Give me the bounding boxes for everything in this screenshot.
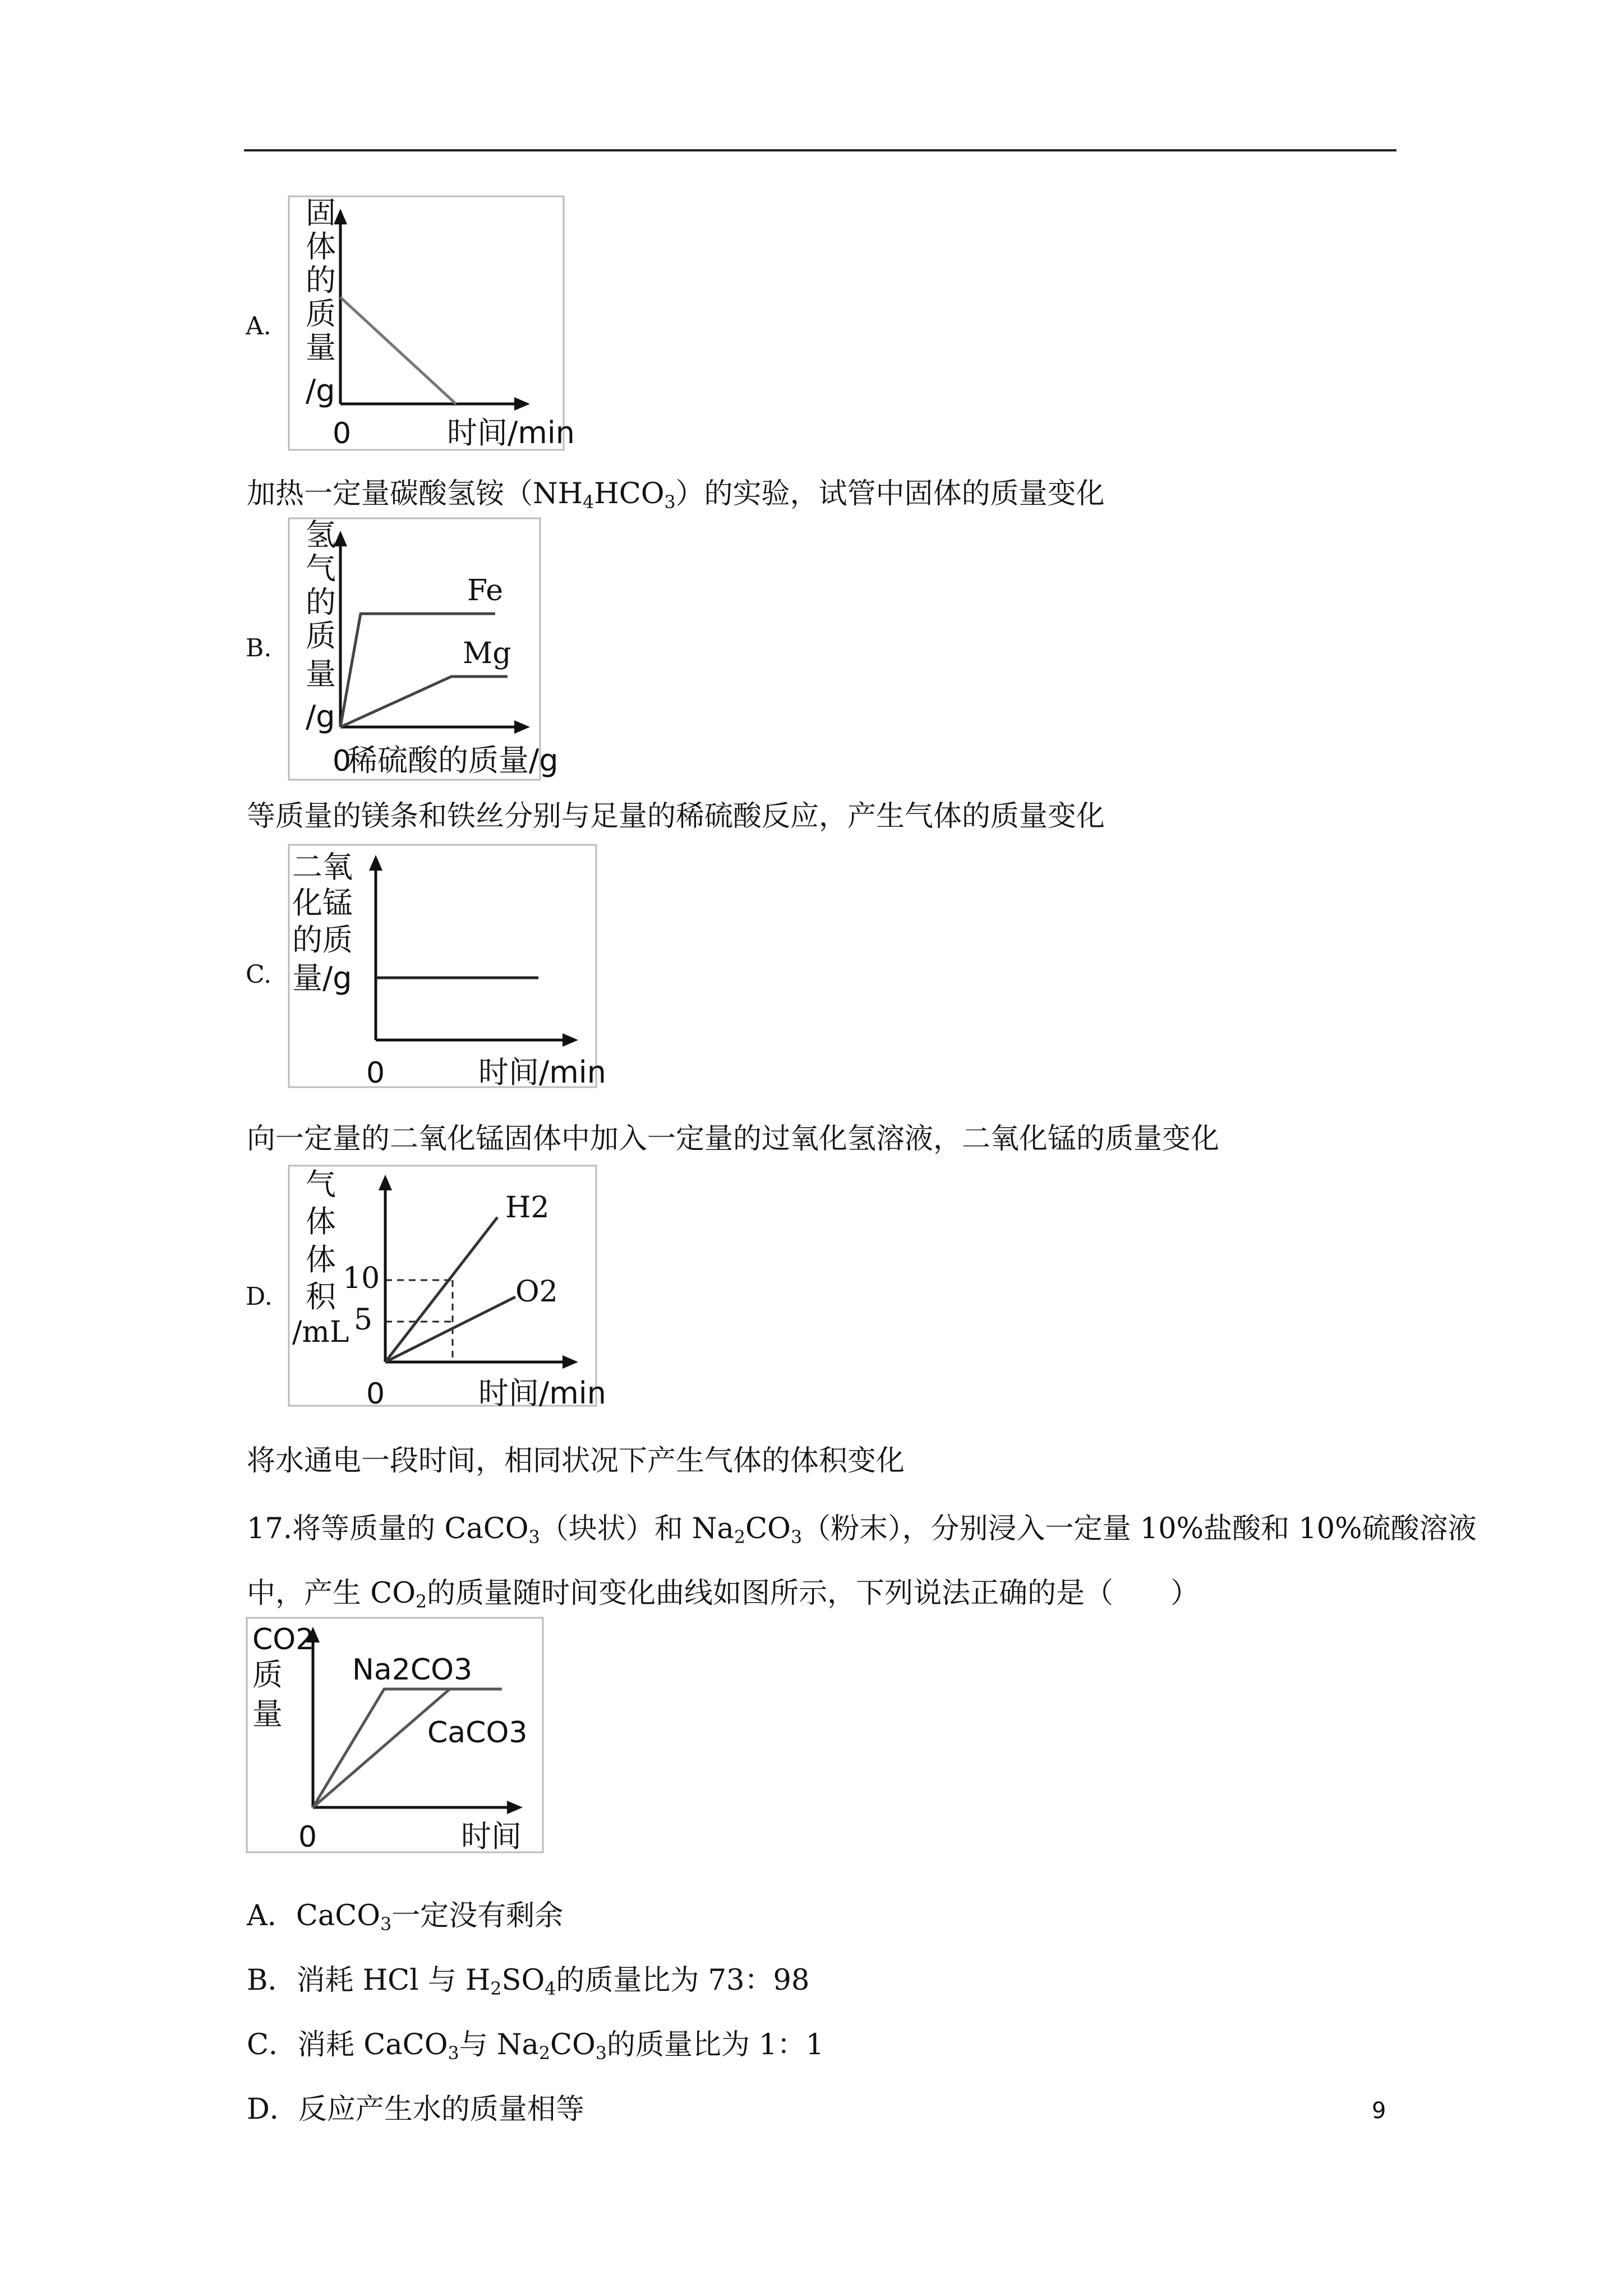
question-17-graph	[247, 1618, 550, 1853]
y-label-unit: /g	[306, 699, 335, 734]
y-label-char: 气	[306, 551, 336, 586]
x-axis-arrow	[514, 397, 530, 411]
option-d-graph	[289, 1166, 607, 1412]
y-label-line: 化锰	[292, 885, 353, 921]
question-number: 17.	[247, 1512, 293, 1545]
choice-b: B．消耗 HCl 与 $H_2SO_4$的质量比为 73：98	[247, 1964, 810, 1999]
choice-d: D．反应产生水的质量相等	[247, 2093, 584, 2126]
y-label-char: 气	[306, 1167, 336, 1202]
y-label-line: 量/g	[292, 960, 352, 996]
x-axis-label: 时间/min	[478, 1055, 607, 1090]
question-17-line-2: 中，产生 $CO_2$的质量随时间变化曲线如图所示，下列说法正确的是（ ）	[247, 1577, 1200, 1612]
tick-label-5: 5	[354, 1303, 373, 1337]
x-axis-label: 时间	[461, 1819, 522, 1854]
y-label-char: 氢	[306, 517, 336, 553]
y-label-char: 体	[306, 229, 336, 264]
series-label-na2co3: Na2CO3	[352, 1653, 473, 1687]
y-label-char: 的	[306, 585, 336, 620]
y-label-char: 固	[306, 195, 336, 231]
page-number: 9	[1372, 2098, 1386, 2124]
y-label-char: 体	[306, 1242, 336, 1277]
y-label-char: 体	[306, 1204, 336, 1239]
y-axis-arrow	[369, 855, 382, 871]
x-axis-arrow	[562, 1033, 578, 1047]
mg-line	[340, 677, 508, 727]
x-axis-arrow	[514, 720, 530, 734]
option-b-caption: 等质量的镁条和铁丝分别与足量的稀硫酸反应，产生气体的质量变化	[247, 800, 1105, 833]
origin-label: 0	[366, 1056, 385, 1090]
series-label-mg: Mg	[463, 637, 511, 670]
y-label-char: 量	[306, 656, 336, 692]
origin-label: 0	[298, 1820, 317, 1854]
choice-a: A．CaCO$_3$一定没有剩余	[247, 1899, 564, 1935]
x-axis-label: 时间/min	[447, 415, 575, 450]
option-a-caption: 加热一定量碳酸氢铵$(NH_4HCO_3)$的实验，试管中固体的质量变化	[247, 477, 1105, 513]
solid-mass-line	[340, 297, 456, 404]
question-17-line-1: 17.将等质量的 CaCO$_3$（块状）和 $Na_2CO_3$（粉末），分别浸入一定量 10%盐酸和 10%硫酸溶液	[247, 1512, 1477, 1548]
option-b-letter: B.	[246, 634, 272, 662]
y-label-line: 质	[252, 1657, 283, 1692]
choice-c: C．消耗 CaCO$_3$与 $Na_2CO_3$的质量比为 1：1	[247, 2028, 824, 2064]
option-a-letter: A.	[246, 312, 271, 341]
option-d-letter: D.	[246, 1282, 273, 1311]
origin-label: 0	[333, 417, 352, 450]
series-label-fe: Fe	[467, 574, 504, 608]
origin-label: 0	[333, 744, 352, 778]
y-label-char: 的	[306, 263, 336, 298]
y-label-line: CO2	[252, 1623, 315, 1657]
series-label-o2: O2	[515, 1275, 558, 1309]
option-c-caption: 向一定量的二氧化锰固体中加入一定量的过氧化氢溶液，二氧化锰的质量变化	[247, 1122, 1220, 1156]
y-label-unit: /g	[306, 373, 335, 408]
option-b-graph	[289, 518, 558, 782]
origin-label: 0	[366, 1377, 385, 1411]
y-label-line: 二氧	[292, 849, 353, 885]
header-rule	[244, 149, 1396, 151]
y-label-char: 质	[306, 618, 336, 654]
y-label-line: 量	[252, 1696, 283, 1732]
option-c-letter: C.	[246, 960, 272, 989]
fe-line	[340, 614, 495, 727]
y-label-char: 质	[306, 296, 336, 332]
tick-label-10: 10	[343, 1262, 380, 1295]
x-axis-label: 时间/min	[478, 1375, 607, 1411]
y-label-line: 的质	[292, 922, 353, 958]
o2-line	[385, 1297, 515, 1362]
x-axis-label: 稀硫酸的质量/g	[347, 743, 559, 778]
x-axis-arrow	[562, 1355, 578, 1369]
y-axis-arrow	[379, 1175, 392, 1190]
option-c-graph	[289, 845, 607, 1092]
x-axis-arrow	[507, 1801, 523, 1814]
y-label-char: 量	[306, 330, 336, 365]
y-label-char: 积	[306, 1279, 336, 1314]
option-d-caption: 将水通电一段时间，相同状况下产生气体的体积变化	[247, 1444, 905, 1478]
h2-line	[385, 1217, 497, 1362]
y-label-unit: /mL	[292, 1315, 349, 1349]
option-a-graph	[289, 195, 575, 454]
series-label-caco3: CaCO3	[427, 1716, 528, 1750]
series-label-h2: H2	[505, 1191, 550, 1225]
